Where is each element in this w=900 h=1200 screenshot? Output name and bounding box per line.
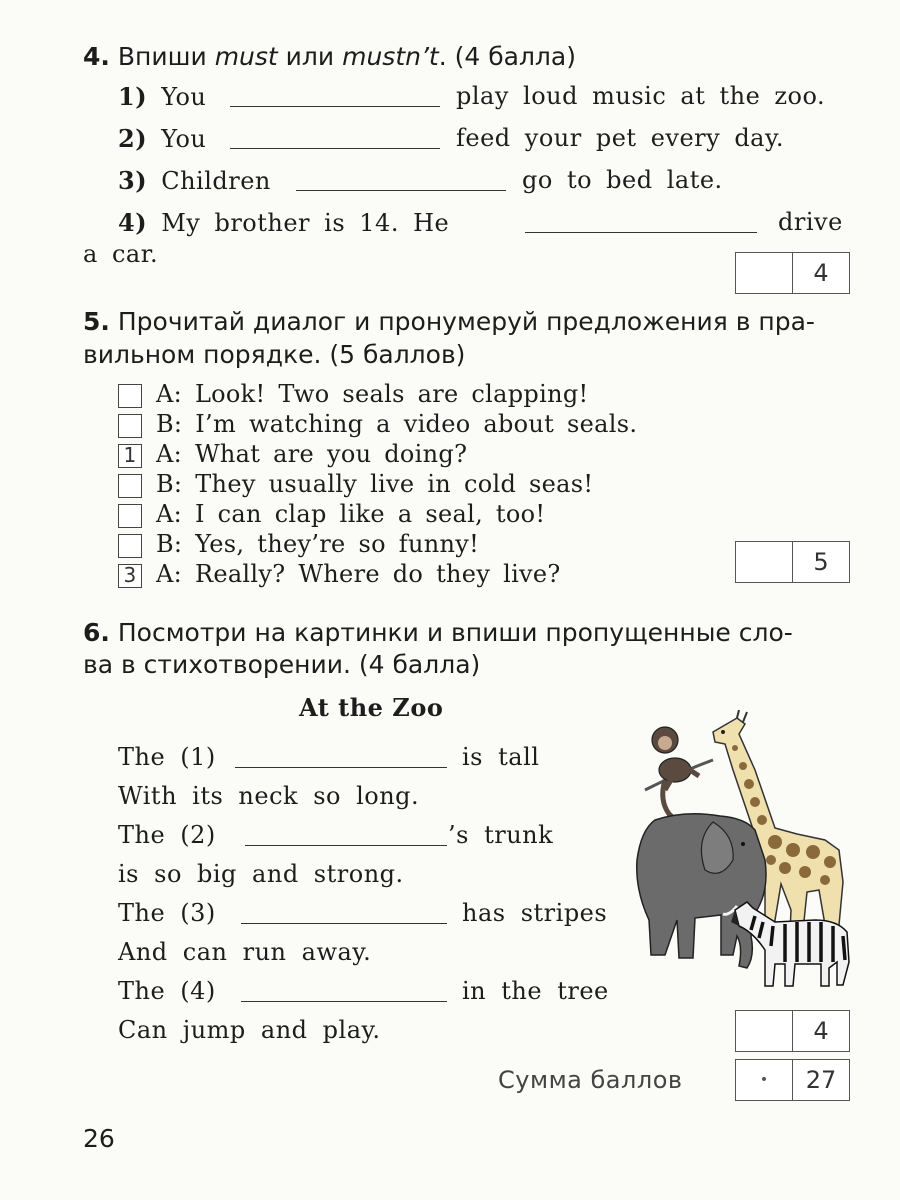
word-must: must xyxy=(214,42,278,71)
task4-title: 4. Впиши must или mustn’t. (4 балла) xyxy=(83,42,576,71)
task5-title: 5. Прочитай диалог и пронумеруй предложения в пра- xyxy=(83,307,815,336)
score-input[interactable] xyxy=(736,542,792,582)
answer-line-6-1[interactable] xyxy=(235,767,447,768)
order-box[interactable] xyxy=(118,384,142,408)
total-score-box xyxy=(735,1059,850,1101)
score-input[interactable] xyxy=(736,1011,792,1051)
answer-line-4-2[interactable] xyxy=(230,148,440,149)
answer-line-6-2[interactable] xyxy=(245,845,447,846)
poem-line: is so big and strong. xyxy=(118,860,404,888)
word-mustnt: mustn’t xyxy=(342,42,439,71)
task4-item-1: 1) You xyxy=(118,82,207,111)
answer-line-4-1[interactable] xyxy=(230,106,440,107)
dialog-line-1: A: Look! Two seals are clapping! xyxy=(118,379,588,409)
max-score: 4 xyxy=(792,1011,849,1051)
poem-line: And can run away. xyxy=(118,938,372,966)
answer-line-4-3[interactable] xyxy=(296,190,506,191)
order-box[interactable]: 1 xyxy=(118,444,142,468)
task5-score-box xyxy=(735,541,850,583)
max-score: 4 xyxy=(792,253,849,293)
dialog-line-6: B: Yes, they’re so funny! xyxy=(118,529,479,559)
total-value: 27 xyxy=(792,1060,849,1100)
task6-title: 6. Посмотри на картинки и впиши пропущенные сло- xyxy=(83,618,793,647)
poem-line: Can jump and play. xyxy=(118,1016,381,1044)
order-box[interactable] xyxy=(118,534,142,558)
dialog-line-2: B: I’m watching a video about seals. xyxy=(118,409,637,439)
page-number: 26 xyxy=(83,1124,115,1153)
elephant-image xyxy=(637,814,766,968)
answer-line-6-4[interactable] xyxy=(241,1001,447,1002)
task4-item-3: 3) Children xyxy=(118,166,271,195)
dialog-line-5: A: I can clap like a seal, too! xyxy=(118,499,545,529)
answer-line-4-4[interactable] xyxy=(525,232,757,233)
task4-number: 4. xyxy=(83,42,110,71)
order-box[interactable] xyxy=(118,504,142,528)
dialog-line-7: 3 A: Really? Where do they live? xyxy=(118,559,561,589)
answer-line-6-3[interactable] xyxy=(241,923,447,924)
task6-score-box xyxy=(735,1010,850,1052)
poem-line: With its neck so long. xyxy=(118,782,420,810)
score-input[interactable]: • xyxy=(759,1072,769,1088)
dialog-line-4: B: They usually live in cold seas! xyxy=(118,469,593,499)
max-score: 5 xyxy=(792,542,849,582)
order-box[interactable]: 3 xyxy=(118,564,142,588)
total-label: Сумма баллов xyxy=(498,1066,683,1094)
score-input[interactable] xyxy=(736,253,792,293)
order-box[interactable] xyxy=(118,474,142,498)
task4-item-2: 2) You xyxy=(118,124,207,153)
order-box[interactable] xyxy=(118,414,142,438)
task4-item-4: 4) My brother is 14. He xyxy=(118,208,450,237)
zoo-animals-illustration xyxy=(625,710,860,990)
dialog-line-3: 1 A: What are you doing? xyxy=(118,439,467,469)
task4-score-box xyxy=(735,252,850,294)
poem-title: At the Zoo xyxy=(299,693,444,722)
